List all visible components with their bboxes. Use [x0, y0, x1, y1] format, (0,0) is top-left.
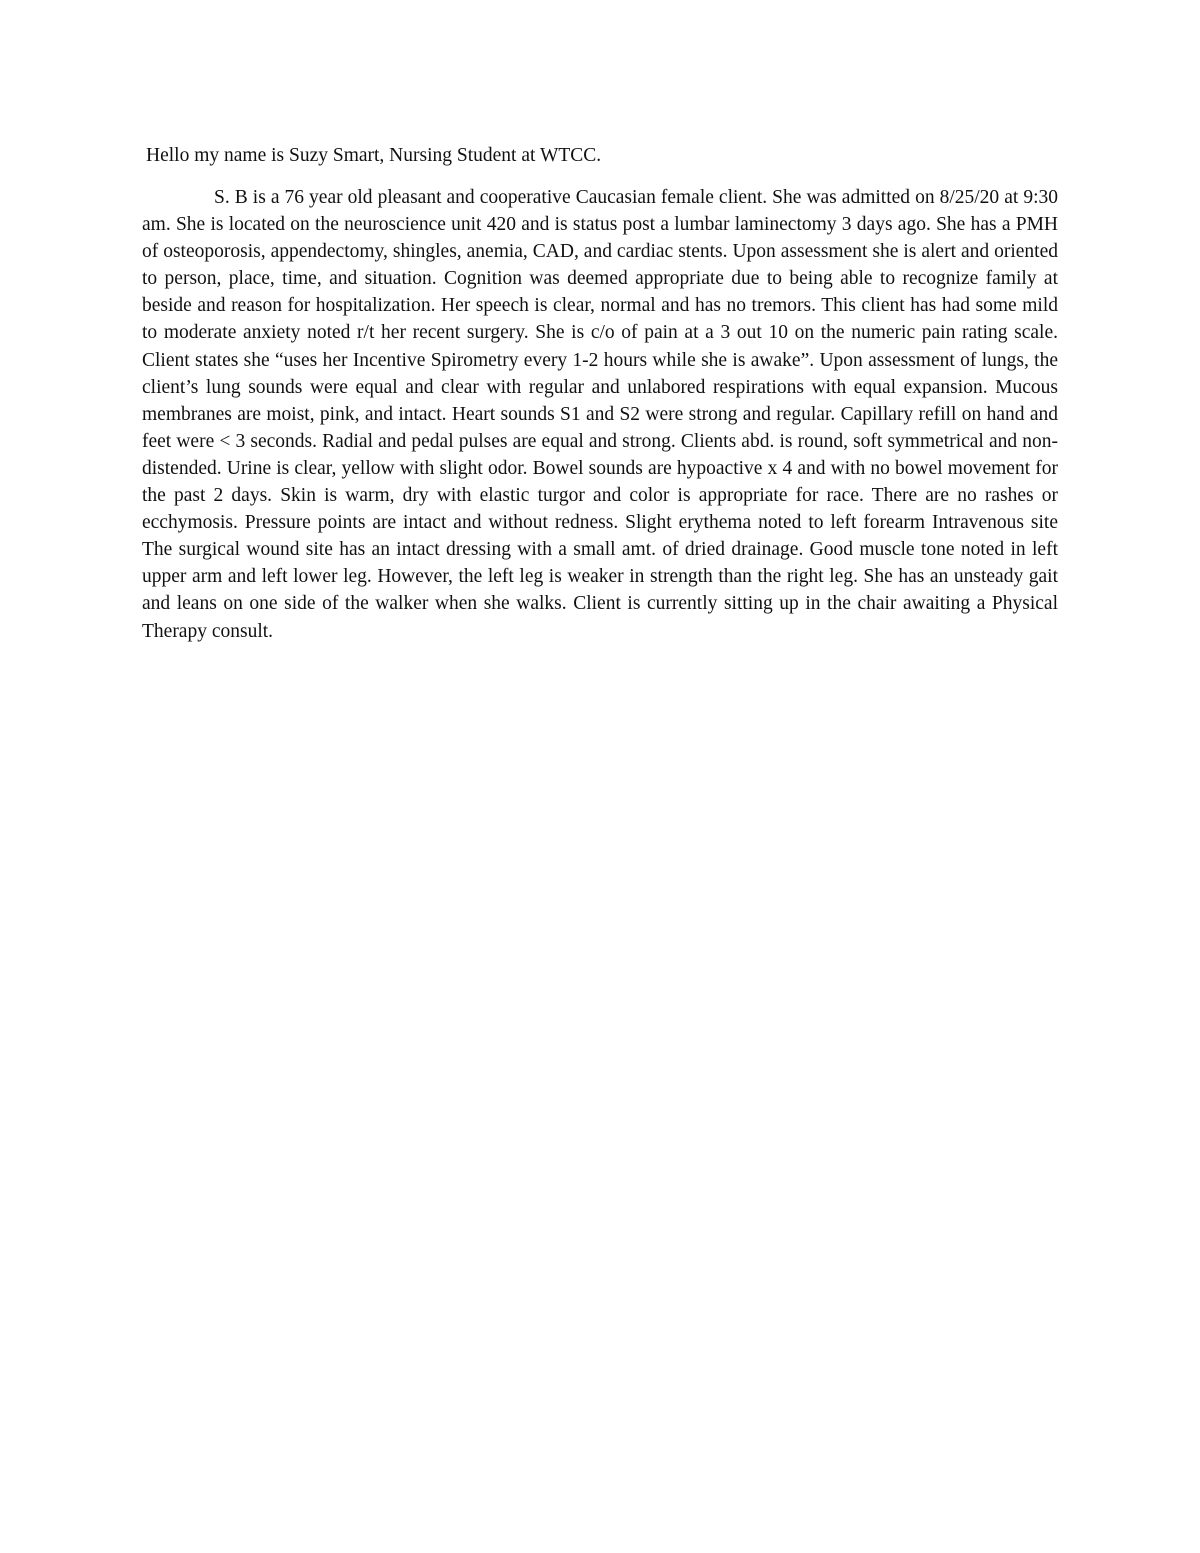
assessment-paragraph: S. B is a 76 year old pleasant and cooperative Caucasian female client. She was admitted on 8/25/20 at 9:30 am. She is located on the neuroscience unit 420 and is status post a lumbar laminectomy 3 days ago. She has a PMH of osteoporosis, appendectomy, shingles, anemia, CAD, and cardiac stents. Upon assessment she is alert and oriented to person, place, time, and situation. Cognition was deemed appropriate due to being able to recognize family at beside and reason for hospitalization. Her speech is clear, normal and has no tremors. This client has had some mild to moderate anxiety noted r/t her recent surgery. She is c/o of pain at a 3 out 10 on the numeric pain rating scale. Client states she “uses her Incentive Spirometry every 1-2 hours while she is awake”. Upon assessment of lungs, the client’s lung sounds were equal and clear with regular and unlabored respirations with equal expansion. Mucous membranes are moist, pink, and intact. Heart sounds S1 and S2 were strong and regular. Capillary refill on hand and feet were < 3 seconds. Radial and pedal pulses are equal and strong. Clients abd. is round, soft symmetrical and non-distended. Urine is clear, yellow with slight odor. Bowel sounds are hypoactive x 4 and with no bowel movement for the past 2 days. Skin is warm, dry with elastic turgor and color is appropriate for race. There are no rashes or ecchymosis. Pressure points are intact and without redness. Slight erythema noted to left forearm Intravenous site The surgical wound site has an intact dressing with a small amt. of dried drainage. Good muscle tone noted in left upper arm and left lower leg. However, the left leg is weaker in strength than the right leg. She has an unsteady gait and leans on one side of the walker when she walks. Client is currently sitting up in the chair awaiting a Physical Therapy consult. — [142, 187, 1058, 642]
greeting-line: Hello my name is Suzy Smart, Nursing Student at WTCC. — [146, 145, 602, 166]
document-body — [142, 142, 1058, 645]
